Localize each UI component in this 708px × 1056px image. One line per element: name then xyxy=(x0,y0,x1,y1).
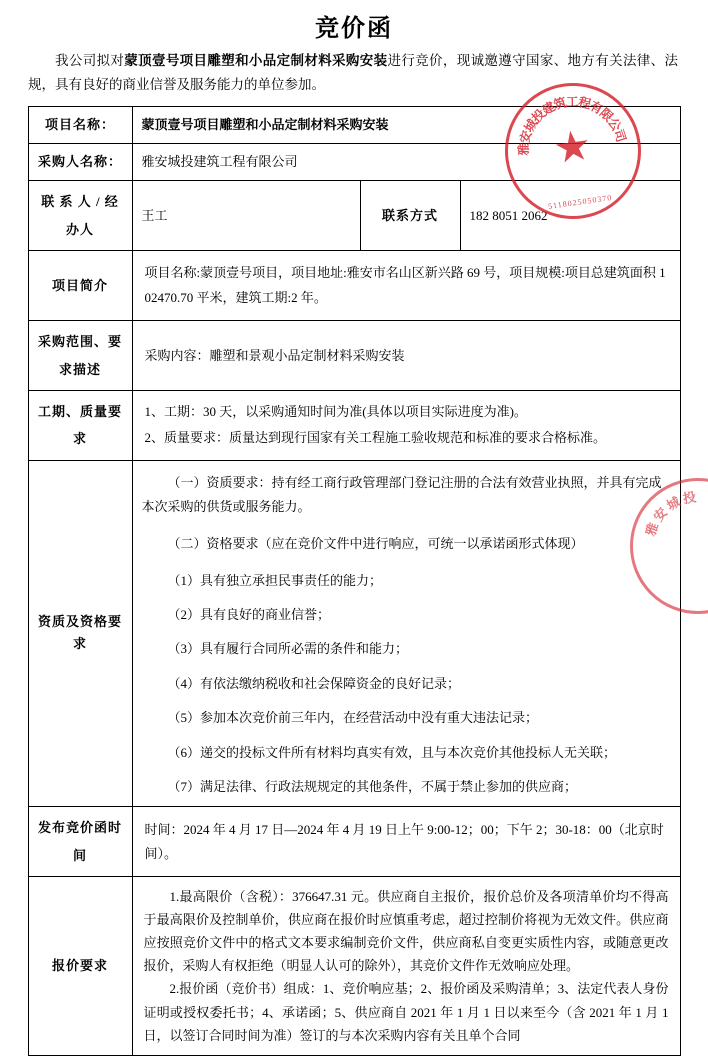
row-value-contact-person: 王工 xyxy=(132,181,360,251)
document-page xyxy=(0,8,708,1043)
table-row xyxy=(28,321,680,391)
qualification-label-text: 资质及资格要求 xyxy=(37,614,122,652)
table-row xyxy=(28,876,680,1055)
table-row xyxy=(28,391,680,461)
row-value-project-name: 蒙顶壹号项目雕塑和小品定制材料采购安装 xyxy=(132,107,680,144)
table-row xyxy=(28,460,680,807)
row-value-price-requirement xyxy=(132,876,680,1055)
row-label-project-brief: 项目简介 xyxy=(28,251,132,321)
row-value-project-brief: 项目名称:蒙顶壹号项目，项目地址:雅安市名山区新兴路 69 号，项目规模:项目总建筑面积 102470.70 平米，建筑工期:2 年。 xyxy=(132,251,680,321)
table-row xyxy=(28,144,680,181)
intro-suffix: 进行竞价，现诚邀遵守国家、地方有关法律、法规，具有良好的商业信誉及服务能力的单位参加。 xyxy=(28,53,679,92)
qual-para-1: （一）资质要求：持有经工商行政管理部门登记注册的合法有效营业执照，并具有完成本次采购的供货或服务能力。 xyxy=(141,474,662,515)
qual-item-3: （3）具有履行合同所必需的条件和能力； xyxy=(167,641,409,657)
row-label-scope xyxy=(28,321,132,391)
row-label-project-name: 项目名称： xyxy=(28,107,132,144)
row-label-price-requirement: 报价要求 xyxy=(28,876,132,1055)
seal-ring-text: 雅 安 城 投 建 筑 工 程 有 限 公 司 xyxy=(516,94,629,156)
price-line-1: 1.最高限价（含税）：376647.31 元。供应商自主报价，报价总价及各项清单价均不得高于最高限价及控制单价，供应商在报价时应慎重考虑，超过控制价将视为无效文件。供应商应按照竞价文件中的格式文本要求编制竞价文件，供应商私自变更实质性内容，或随意更改报价，采购人有权拒绝（明显人认可的除外），其竞价文件作无效响应处理。 xyxy=(143,888,669,974)
row-value-scope: 采购内容：雕塑和景观小品定制材料采购安装 xyxy=(132,321,680,391)
quality-line: 2、质量要求：质量达到现行国家有关工程施工验收规范和标准的要求合格标准。 xyxy=(144,430,607,446)
row-label-publish-time: 发布竞价函时间 xyxy=(28,807,132,877)
table-row xyxy=(28,807,680,877)
row-label-buyer-name: 采购人名称： xyxy=(28,144,132,181)
edge-seal: 雅 安 城 投 xyxy=(630,478,708,614)
qual-item-1: （1）具有独立承担民事责任的能力； xyxy=(167,572,383,588)
bid-info-table xyxy=(28,106,681,1056)
row-label-duration-quality: 工期、质量要求 xyxy=(28,391,132,461)
intro-prefix: 我公司拟对 xyxy=(55,53,125,68)
table-row xyxy=(28,107,680,144)
price-line-2: 2.报价函（竞价书）组成：1、竞价响应基；2、报价函及采购清单；3、法定代表人身份证明或授权委托书；4、承诺函；5、供应商自 2021 年 1 月 1 日以来至今（含 2021 年 1 月 1 日，以签订合同时间为准）签订的与本次采购内容有关且单个合同 xyxy=(143,981,669,1043)
row-value-qualification xyxy=(132,460,680,807)
row-value-contact-method: 182 8051 2062 xyxy=(460,181,680,251)
qual-item-5: （5）参加本次竞价前三年内，在经营活动中没有重大违法记录； xyxy=(167,710,539,726)
scope-label-text: 采购范围、要求描述 xyxy=(37,334,122,377)
table-row xyxy=(28,181,680,251)
seal-star-icon: ★ xyxy=(550,123,595,174)
qual-item-4: （4）有依法缴纳税收和社会保障资金的良好记录； xyxy=(167,675,461,691)
qual-item-7: （7）满足法律、行政法规规定的其他条件，不属于禁止参加的供应商； xyxy=(167,779,578,794)
row-value-publish-time: 时间：2024 年 4 月 17 日—2024 年 4 月 19 日上午 9:00-12；00；下午 2；30-18：00（北京时间）。 xyxy=(132,807,680,877)
seal-code: 5118025050370 xyxy=(547,193,613,211)
qual-item-2: （2）具有良好的商业信誉； xyxy=(167,607,331,623)
row-label-contact-person: 联 系 人 / 经办人 xyxy=(28,181,132,251)
table-row xyxy=(28,251,680,321)
qual-para-2: （二）资格要求（应在竞价文件中进行响应，可统一以承诺函形式体现） xyxy=(167,535,584,551)
qual-item-6: （6）递交的投标文件所有材料均真实有效，且与本次竞价其他投标人无关联； xyxy=(167,744,617,760)
intro-paragraph xyxy=(0,49,708,96)
duration-line: 1、工期：30 天，以采购通知时间为准(具体以项目实际进度为准)。 xyxy=(144,404,527,420)
row-label-qualification xyxy=(28,460,132,807)
row-value-buyer-name: 雅安城投建筑工程有限公司 xyxy=(132,144,680,181)
row-value-duration-quality xyxy=(132,391,680,461)
intro-highlight: 蒙顶壹号项目雕塑和小品定制材料采购安装 xyxy=(124,53,388,68)
row-label-contact-method: 联系方式 xyxy=(360,181,460,251)
page-title: 竞价函 xyxy=(315,16,393,42)
